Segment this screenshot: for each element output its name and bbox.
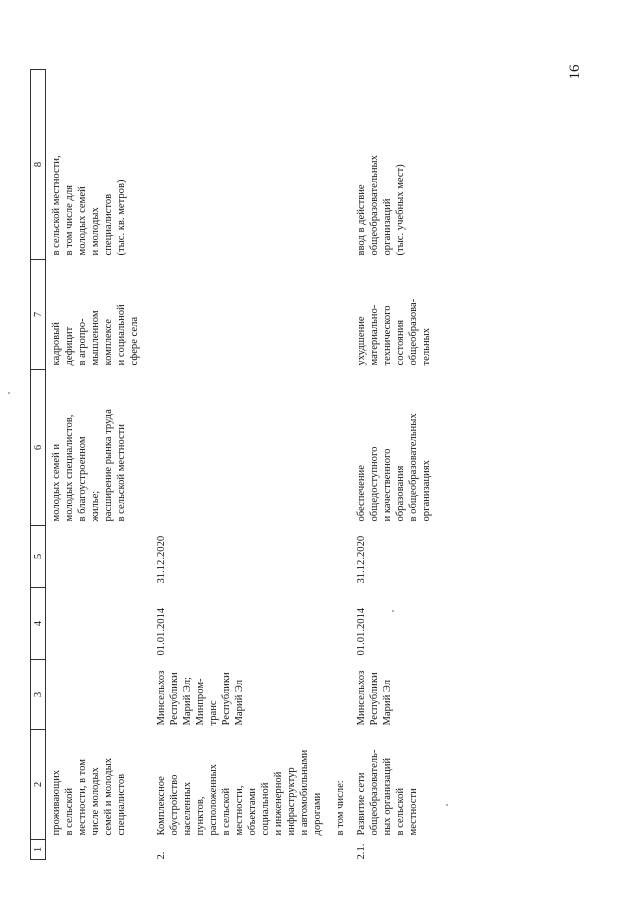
start-date [46,588,152,660]
row-number: 2.1. [356,843,367,860]
page-number: 16 [567,64,583,80]
end-date: 31.12.2020 [156,535,167,584]
column-header-2: 2 [31,730,46,840]
rotated-page [30,70,530,860]
executor [46,660,152,730]
column-header-8: 8 [31,70,46,260]
scan-speck [392,610,394,612]
table-sheet [30,70,530,860]
column-header-5: 5 [31,526,46,588]
table-row [151,70,334,860]
start-date: 01.01.2014 [156,607,167,656]
executor: Минсельхоз Республики Марий Эл; Минпром- транс Республики Марий Эл [156,670,245,726]
row-number: 2. [156,851,167,860]
consequence [151,260,334,370]
measure-name: проживающих в сельской местности, в том числе молодых семей и молодых специалистов [51,757,127,836]
expected-result: обеспечение общедоступного и качественного образования в общеобразовательных организациях [356,413,432,522]
executor: Минсельхоз Республики Марий Эл [356,670,393,726]
end-date: 31.12.2020 [356,535,367,584]
program-table [30,69,443,860]
indicator: ввод в действие общеобразовательных организаций (тыс. учебных мест) [356,155,406,256]
consequence: ухудшение материально- технического состояния общеобразова- тельных [356,298,432,366]
table-row [46,70,152,860]
expected-result [151,370,334,526]
table-row [351,70,443,860]
subheading-row [334,70,351,860]
end-date [46,526,152,588]
indicator: в сельской местности, в том числе для молодых семей и молодых специалистов (тыс. кв. метров) [51,155,127,256]
indicator [151,70,334,260]
scan-speck [8,392,10,394]
column-header-4: 4 [31,588,46,660]
column-header-3: 3 [31,660,46,730]
consequence: кадровый дефицит в агропро- мышленном комплексе и социальной сфере села [51,304,140,366]
measure-name: Развитие сети общеобразователь- ных организаций в сельской местности [356,749,419,836]
row-number [46,840,152,860]
table-header-row [31,70,46,860]
start-date: 01.01.2014 [356,607,367,656]
column-header-6: 6 [31,370,46,526]
expected-result: молодых семей и молодых специалистов, в благоустроенном жилье; расширение рынка труда в сельской местности [51,409,127,522]
column-header-7: 7 [31,260,46,370]
scan-speck [446,804,448,806]
subheading: в том числе: [335,780,346,836]
column-header-1: 1 [31,840,46,860]
measure-name: Комплексное обустройство населенных пунктов, расположенных в сельской местности, объектами социальной и инженерной инфраструктур и автомобильными дорогами [156,749,323,836]
